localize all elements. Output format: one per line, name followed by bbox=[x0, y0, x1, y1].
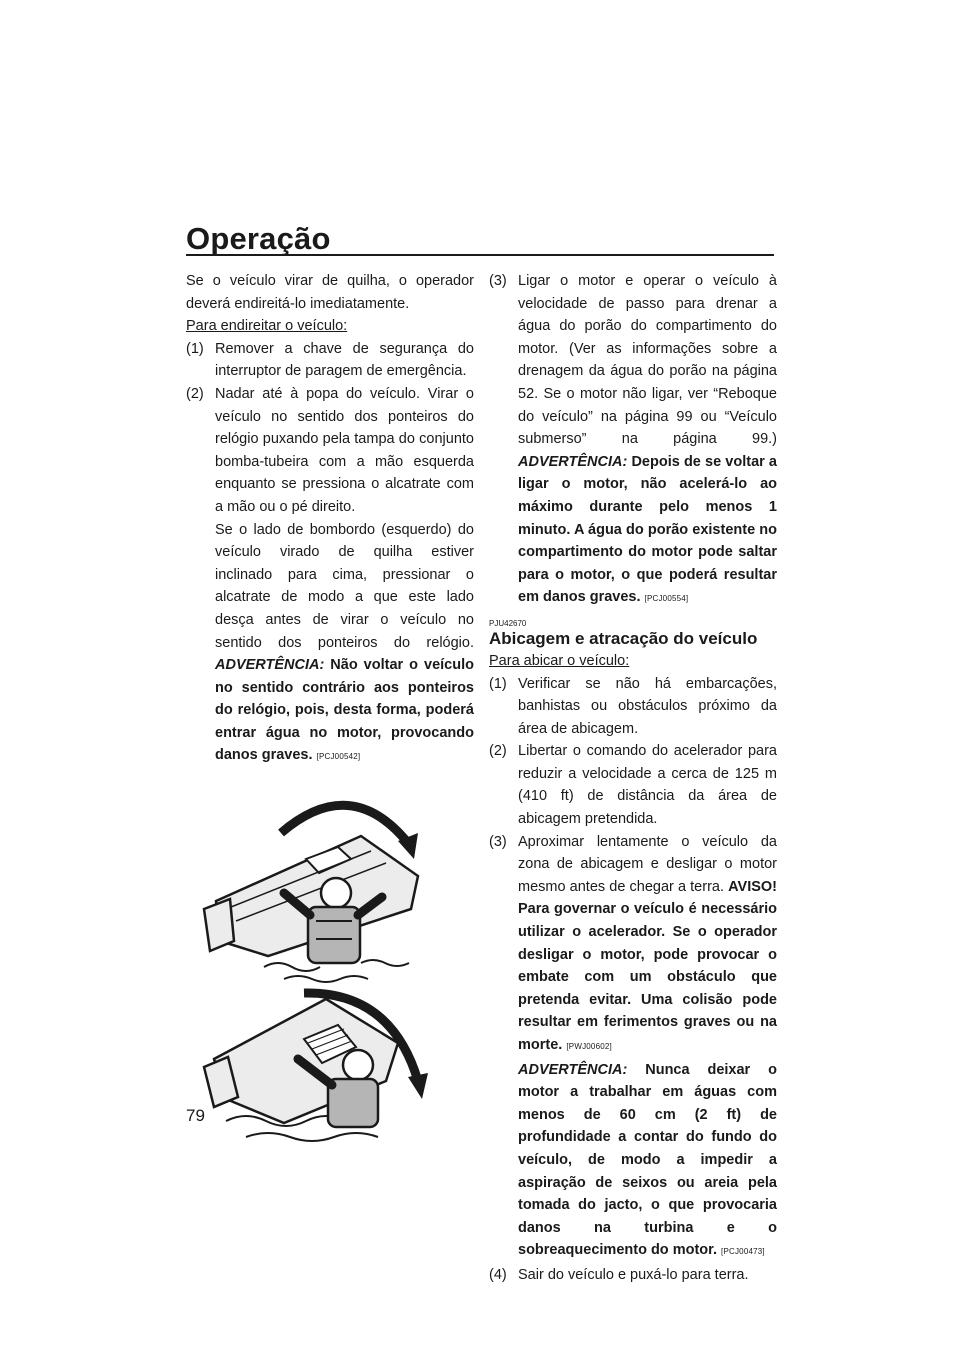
step-text: Nadar até à popa do veículo. Virar o veículo no sentido dos ponteiros do relógio puxando pela tampa do conjunto bomba-tubeira com a mão esquerda enquanto se pressiona o alcatrate com a mão ou o pé direito. bbox=[215, 385, 474, 515]
step-3 bbox=[489, 270, 777, 611]
beaching-step-4 bbox=[489, 1264, 777, 1287]
warning-label: ADVERTÊNCIA: bbox=[215, 657, 325, 674]
right-column bbox=[489, 270, 777, 1287]
step-number: (4) bbox=[489, 1266, 507, 1283]
reference-code: [PCJ00473] bbox=[721, 1247, 765, 1257]
warning-label: ADVERTÊNCIA: bbox=[518, 1061, 628, 1078]
operator-head-top bbox=[321, 878, 351, 908]
step-2-note bbox=[186, 519, 474, 770]
step-number: (2) bbox=[186, 385, 204, 402]
step-2 bbox=[186, 383, 474, 519]
section-code: PJU42670 bbox=[489, 618, 527, 628]
intro-paragraph: Se o veículo virar de quilha, o operador deverá endireitá-lo imediatamente. bbox=[186, 273, 474, 312]
page-number: 79 bbox=[186, 1106, 205, 1125]
warning-text: Depois de se voltar a ligar o motor, não acelerá-lo ao máximo durante pelo menos 1 minuto. A água do porão existente no compartimento do motor pode saltar para o motor, o que poderá resultar em danos graves. bbox=[518, 453, 777, 606]
step-number: (3) bbox=[489, 833, 507, 850]
title-rule bbox=[186, 254, 774, 256]
reference-code: [PWJ00602] bbox=[566, 1042, 612, 1051]
notice-label: AVISO! bbox=[728, 878, 777, 895]
section-title: Abicagem e atracação do veículo bbox=[489, 628, 758, 648]
page-title: Operação bbox=[186, 221, 331, 256]
left-column bbox=[186, 270, 474, 1177]
step-number: (3) bbox=[489, 273, 507, 289]
step-text: Aproximar lentamente o veículo da zona de abicagem e desligar o motor mesmo antes de chegar a terra. bbox=[518, 833, 777, 895]
beaching-step-2 bbox=[489, 740, 777, 830]
warning-text: Não voltar o veículo no sentido contrário aos ponteiros do relógio, pois, desta forma, poderá entrar água no motor, provocando danos graves. bbox=[215, 657, 474, 764]
arrow-head-bottom bbox=[408, 1073, 428, 1099]
step-1 bbox=[186, 338, 474, 383]
warning-text: Nunca deixar o motor a trabalhar em águas com menos de 60 cm (2 ft) de profundidade a contar do fundo do veículo, de modo a impedir a aspiração de seixos ou areia pela tomada do jacto, o que provocaria danos na turbina e o sobreaquecimento do motor. bbox=[518, 1061, 777, 1259]
subheading-righting: Para endireitar o veículo: bbox=[186, 318, 348, 335]
rotation-arrow-top bbox=[281, 805, 408, 843]
step-text: Verificar se não há embarcações, banhistas ou obstáculos próximo da área de abicagem. bbox=[518, 675, 777, 737]
operator-head-bottom bbox=[343, 1050, 373, 1080]
beaching-step-1 bbox=[489, 673, 777, 741]
beaching-warning bbox=[489, 1059, 777, 1264]
note-text: Se o lado de bombordo (esquerdo) do veículo virado de quilha estiver inclinado para cima, pressionar o alcatrate de modo a que este lado desça antes de virar o veículo no sentido dos ponteiros do relógio. bbox=[215, 521, 474, 651]
step-text: Remover a chave de segurança do interruptor de paragem de emergência. bbox=[215, 340, 474, 380]
step-number: (1) bbox=[186, 340, 204, 357]
step-text: Sair do veículo e puxá-lo para terra. bbox=[518, 1266, 749, 1283]
step-number: (2) bbox=[489, 743, 507, 760]
righting-illustration bbox=[186, 781, 474, 1177]
notice-text: Para governar o veículo é necessário utilizar o acelerador. Se o operador desligar o motor, pode provocar o embate com um obstáculo que pretenda evitar. Uma colisão pode resultar em ferimentos graves ou na morte. bbox=[518, 901, 777, 1053]
life-vest-top bbox=[308, 907, 360, 963]
step-text: Libertar o comando do acelerador para reduzir a velocidade a cerca de 125 m (410 ft) de distância da área de abicagem pretendida. bbox=[518, 743, 777, 828]
step-number: (1) bbox=[489, 675, 507, 692]
beaching-step-3 bbox=[489, 831, 777, 1059]
reference-code: [PCJ00554] bbox=[644, 594, 689, 604]
step-text: Ligar o motor e operar o veículo à velocidade de passo para drenar a água do porão do compartimento do motor. (Ver as informações sobre a drenagem da água do porão na página 52. Se o motor não ligar, ver “Reboque do veículo” na página 99 ou “Veículo submerso” na página 99.) bbox=[518, 273, 777, 448]
reference-code: [PCJ00542] bbox=[316, 752, 361, 762]
warning-label: ADVERTÊNCIA: bbox=[518, 453, 628, 470]
subheading-beaching: Para abicar o veículo: bbox=[489, 652, 630, 669]
